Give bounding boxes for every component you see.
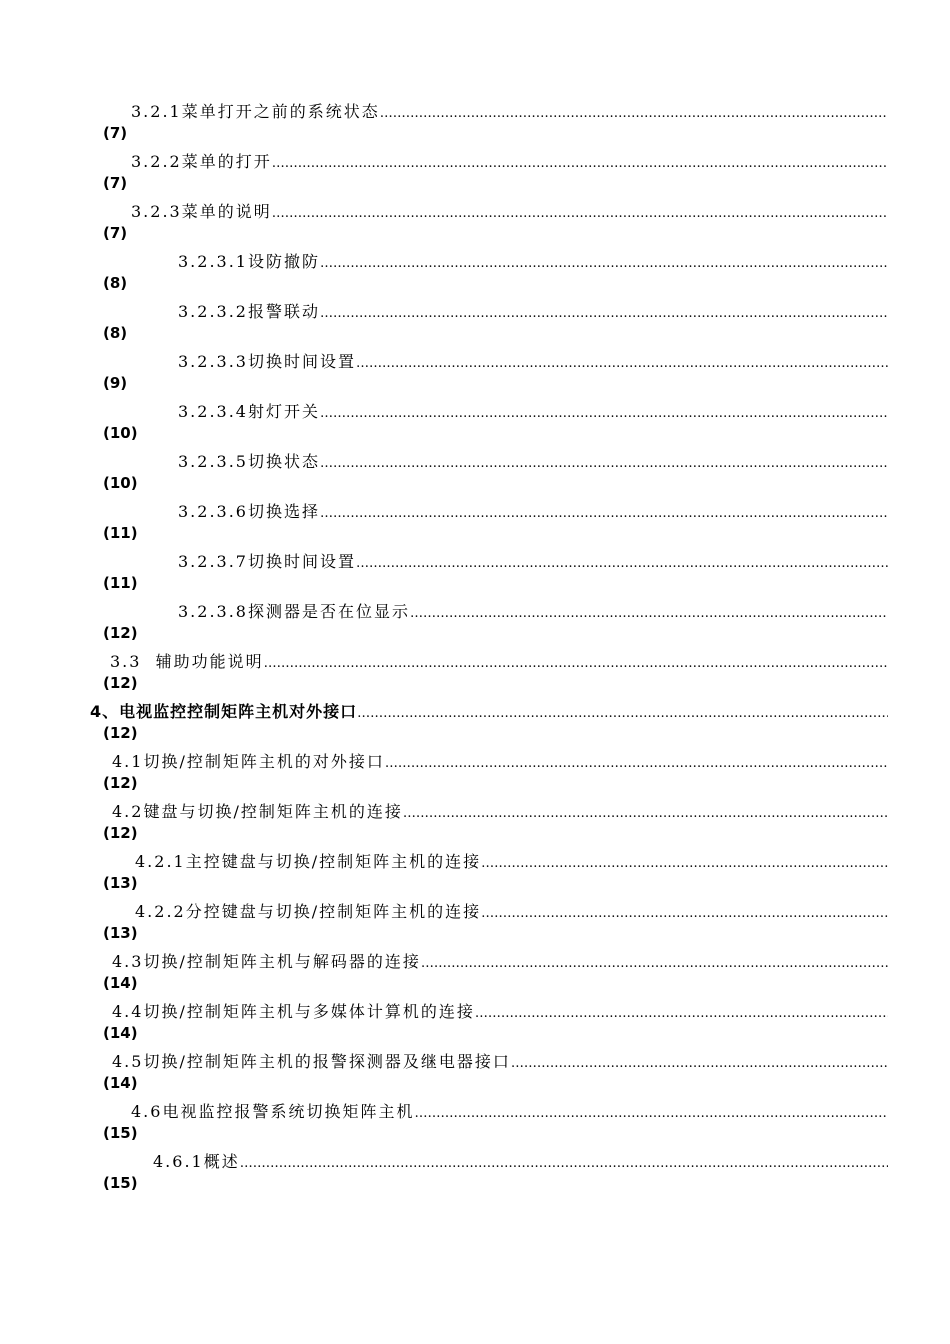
toc-entry-line xyxy=(178,299,888,325)
toc-entry-line xyxy=(131,199,888,225)
toc-entry-title: 4.6.1概述 xyxy=(153,1152,240,1171)
toc-page-number: (12) xyxy=(103,624,138,642)
toc-page-number: (15) xyxy=(103,1124,138,1142)
toc-page-number: (10) xyxy=(103,424,138,442)
toc-page-number: (7) xyxy=(103,124,128,142)
dot-leader xyxy=(320,256,888,271)
toc-entry xyxy=(0,644,950,694)
toc-entry xyxy=(0,1044,950,1094)
dot-leader xyxy=(481,906,888,921)
toc-entry-line xyxy=(112,999,888,1025)
toc-entry xyxy=(0,394,950,444)
dot-leader xyxy=(272,156,888,171)
toc-entry-line xyxy=(131,149,888,175)
toc-entry xyxy=(0,844,950,894)
toc-entry-title: 4.5切换/控制矩阵主机的报警探测器及继电器接口 xyxy=(112,1052,511,1071)
toc-entry-line xyxy=(131,99,888,125)
dot-leader xyxy=(403,806,888,821)
toc-page-number: (12) xyxy=(103,824,138,842)
toc-page-number: (10) xyxy=(103,474,138,492)
toc-page-number: (7) xyxy=(103,224,128,242)
toc-page-number: (14) xyxy=(103,1074,138,1092)
toc-page-number: (8) xyxy=(103,274,128,292)
toc-entry-title: 3.2.3.7切换时间设置 xyxy=(178,552,356,571)
toc-entry-line xyxy=(112,949,888,975)
toc-page-number: (12) xyxy=(103,724,138,742)
toc-entry-title: 4.4切换/控制矩阵主机与多媒体计算机的连接 xyxy=(112,1002,475,1021)
toc-entry xyxy=(0,1144,950,1194)
toc-entry-title: 3.2.3.2报警联动 xyxy=(178,302,320,321)
dot-leader xyxy=(320,456,888,471)
toc-entry-line xyxy=(112,749,888,775)
dot-leader xyxy=(511,1056,888,1071)
toc-entry-title: 3.3 辅助功能说明 xyxy=(110,652,264,671)
toc-entry-title: 3.2.3.1设防撤防 xyxy=(178,252,320,271)
toc-entry-line xyxy=(153,1149,888,1175)
dot-leader xyxy=(421,956,888,971)
dot-leader xyxy=(414,1106,888,1121)
toc-entry-title: 4.2.1主控键盘与切换/控制矩阵主机的连接 xyxy=(135,852,482,871)
toc-page-number: (9) xyxy=(103,374,128,392)
toc-entry-title: 3.2.3.4射灯开关 xyxy=(178,402,320,421)
toc-chapter-title: 4、电视监控控制矩阵主机对外接口 xyxy=(90,702,358,721)
dot-leader xyxy=(357,706,888,721)
toc-entry-title: 3.2.3.6切换选择 xyxy=(178,502,320,521)
toc-entry xyxy=(0,994,950,1044)
toc-entry xyxy=(0,144,950,194)
toc-entry xyxy=(0,744,950,794)
toc-entry-title: 3.2.2菜单的打开 xyxy=(131,152,272,171)
toc-entry-title: 3.2.3.8探测器是否在位显示 xyxy=(178,602,410,621)
dot-leader xyxy=(481,856,888,871)
dot-leader xyxy=(475,1006,888,1021)
toc-entry xyxy=(0,894,950,944)
toc-page-number: (11) xyxy=(103,524,138,542)
toc-page-number: (8) xyxy=(103,324,128,342)
toc-entry xyxy=(0,194,950,244)
dot-leader xyxy=(356,356,888,371)
toc-entry-line xyxy=(135,849,888,875)
toc-entry-title: 3.2.1菜单打开之前的系统状态 xyxy=(131,102,380,121)
toc-page-number: (12) xyxy=(103,674,138,692)
toc-entry xyxy=(0,1094,950,1144)
toc-entry-line xyxy=(178,549,888,575)
toc-entry-line xyxy=(178,599,888,625)
toc-entry-line xyxy=(178,249,888,275)
toc-entry-line xyxy=(178,499,888,525)
toc-entry xyxy=(0,694,950,744)
table-of-contents xyxy=(0,94,950,1194)
toc-entry xyxy=(0,294,950,344)
toc-entry-line xyxy=(110,649,888,675)
toc-entry xyxy=(0,594,950,644)
toc-page-number: (12) xyxy=(103,774,138,792)
dot-leader xyxy=(320,406,888,421)
toc-entry-line xyxy=(90,699,888,725)
dot-leader xyxy=(410,606,888,621)
toc-page-number: (15) xyxy=(103,1174,138,1192)
toc-entry-line xyxy=(131,1099,888,1125)
toc-entry xyxy=(0,794,950,844)
toc-entry xyxy=(0,344,950,394)
toc-entry xyxy=(0,944,950,994)
toc-page-number: (7) xyxy=(103,174,128,192)
toc-entry xyxy=(0,444,950,494)
dot-leader xyxy=(264,656,888,671)
dot-leader xyxy=(385,756,888,771)
toc-page-number: (14) xyxy=(103,1024,138,1042)
dot-leader xyxy=(356,556,888,571)
toc-entry-line xyxy=(112,1049,888,1075)
dot-leader xyxy=(320,506,888,521)
toc-page-number: (11) xyxy=(103,574,138,592)
toc-entry-title: 4.6电视监控报警系统切换矩阵主机 xyxy=(131,1102,415,1121)
toc-entry-line xyxy=(178,449,888,475)
toc-entry-title: 4.1切换/控制矩阵主机的对外接口 xyxy=(112,752,385,771)
toc-entry-title: 3.2.3菜单的说明 xyxy=(131,202,272,221)
toc-entry-title: 4.2.2分控键盘与切换/控制矩阵主机的连接 xyxy=(135,902,482,921)
toc-entry-title: 3.2.3.5切换状态 xyxy=(178,452,320,471)
toc-entry-line xyxy=(178,399,888,425)
toc-entry-title: 4.3切换/控制矩阵主机与解码器的连接 xyxy=(112,952,421,971)
toc-entry xyxy=(0,94,950,144)
dot-leader xyxy=(272,206,888,221)
dot-leader xyxy=(380,106,888,121)
toc-entry-title: 4.2键盘与切换/控制矩阵主机的连接 xyxy=(112,802,403,821)
toc-entry-line xyxy=(135,899,888,925)
toc-entry-line xyxy=(112,799,888,825)
toc-entry xyxy=(0,494,950,544)
toc-entry xyxy=(0,544,950,594)
dot-leader xyxy=(320,306,888,321)
toc-entry-title: 3.2.3.3切换时间设置 xyxy=(178,352,356,371)
toc-page-number: (13) xyxy=(103,924,138,942)
toc-entry xyxy=(0,244,950,294)
toc-page-number: (14) xyxy=(103,974,138,992)
toc-page-number: (13) xyxy=(103,874,138,892)
toc-entry-line xyxy=(178,349,888,375)
dot-leader xyxy=(240,1156,888,1171)
